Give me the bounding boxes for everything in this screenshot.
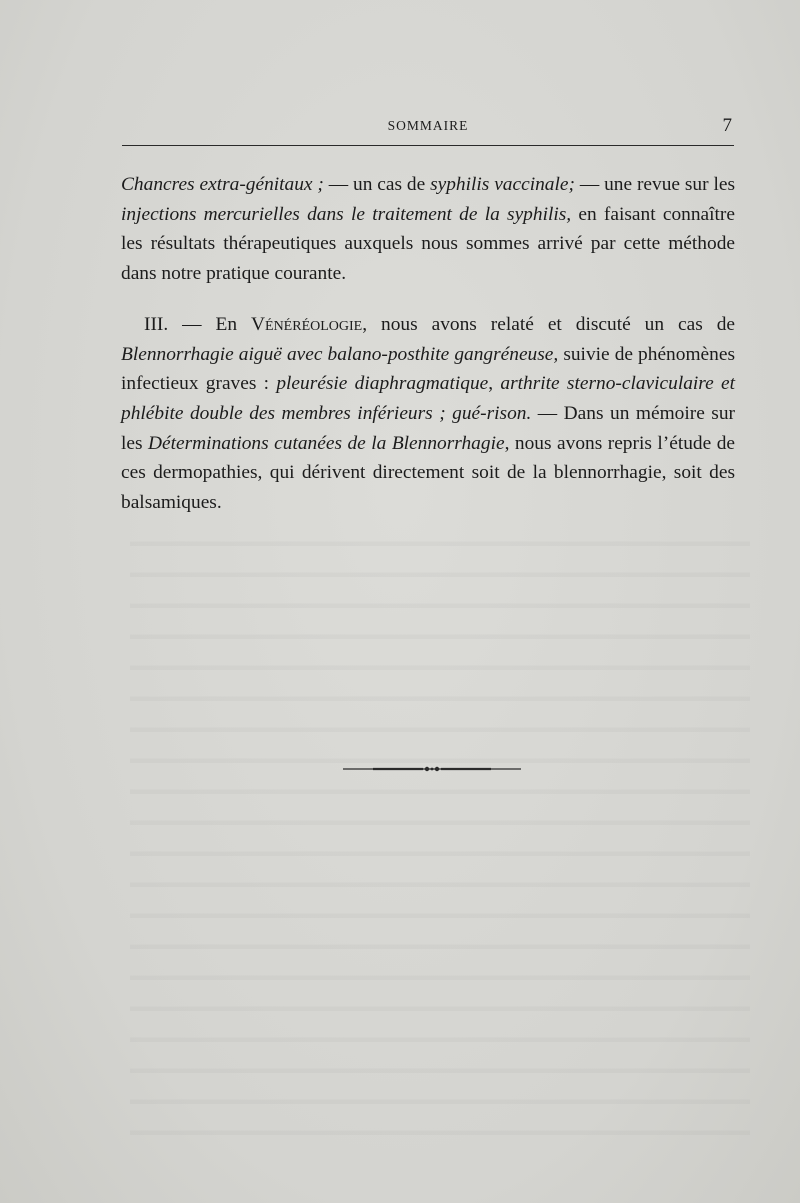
text-span: pleurésie diaphragmatique xyxy=(276,373,489,395)
page-number: 7 xyxy=(722,115,732,136)
text-span: suivie de phénomènes infectieux graves : xyxy=(121,343,735,395)
text-span: Vénéréologie xyxy=(251,313,363,335)
paragraph-2 xyxy=(121,310,735,518)
text-span: , nous avons relaté et discuté un cas de xyxy=(362,313,735,335)
text-span: — un cas de xyxy=(323,174,431,195)
text-span: injections mercurielles dans le traitement de la syphilis, xyxy=(121,203,572,225)
text-span: , xyxy=(488,373,501,395)
text-span: , nous avons repris l’étude de ces dermopathies, qui dérivent directement soit de la blennorrhagie, soit des balsamiques. xyxy=(121,432,735,514)
running-head: SOMMAIRE xyxy=(387,118,469,133)
text-span: Déterminations cutanées de la Blennorrhagie xyxy=(148,432,505,454)
body-text xyxy=(121,170,735,518)
text-span: Chancres extra-génitaux ; xyxy=(121,174,324,195)
text-span: syphilis vaccinale; xyxy=(430,174,575,195)
fleuron-rule-icon xyxy=(343,762,521,776)
page-header xyxy=(122,115,734,148)
text-span: — une revue sur les xyxy=(574,174,735,195)
text-span: Blennorrhagie aiguë avec balano-posthite gangréneuse, xyxy=(121,343,559,365)
paragraph-1 xyxy=(121,170,735,289)
show-through-texture xyxy=(130,515,750,1135)
text-span: — Dans un mémoire sur les xyxy=(121,402,735,454)
header-rule xyxy=(122,145,734,146)
text-span: en faisant connaître les résultats thérapeutiques auxquels nous sommes arrivé par cette méthode dans notre pratique courante. xyxy=(121,203,735,285)
text-span: arthrite sterno-claviculaire et phlébite double des membres inférieurs ; gué-rison. xyxy=(121,373,735,424)
text-span: III. — En xyxy=(144,313,252,335)
